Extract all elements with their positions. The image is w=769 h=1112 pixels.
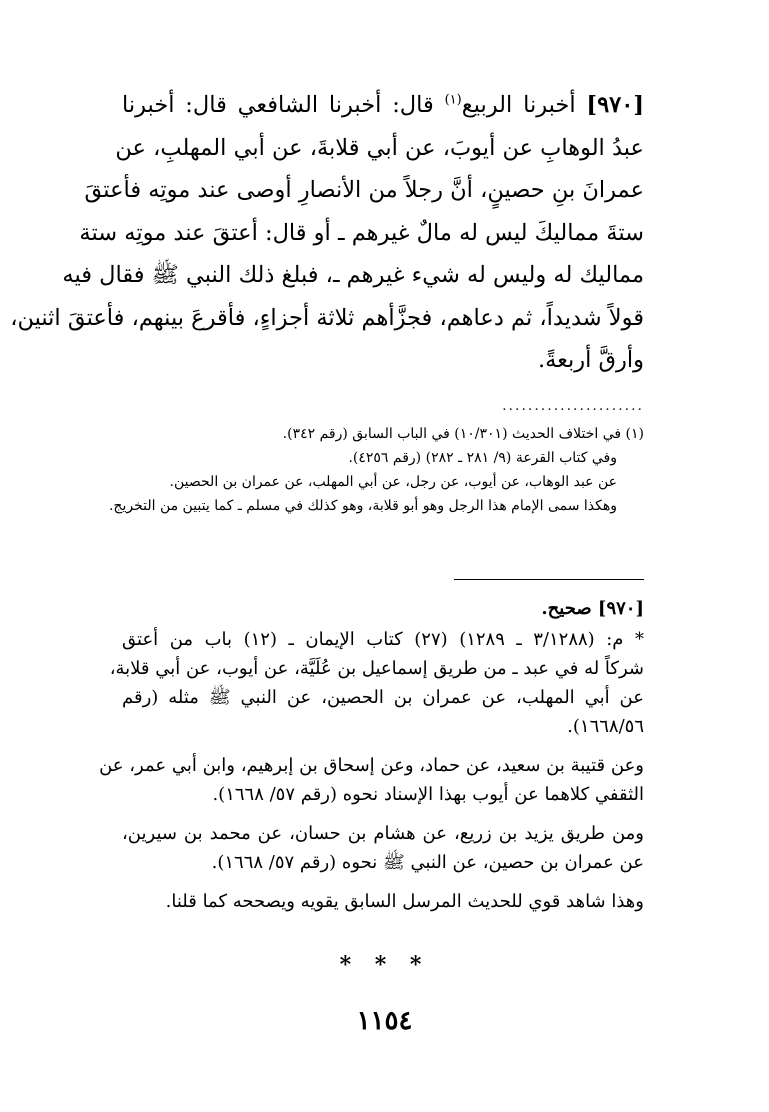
takhrij-heading (122, 594, 644, 623)
hadith-line-7: وأرقَّ أربعةً. (537, 347, 644, 373)
footnote-line-1: (١) في اختلاف الحديث (١٠/٣٠١) في الباب السابق (رقم ٣٤٢). (282, 426, 644, 442)
hadith-number: [٩٧٠] (586, 92, 644, 118)
hadith-line-1b: قال: أخبرنا الشافعي قال: أخبرنا (122, 92, 434, 118)
takhrij-p3-line-1: ومن طريق يزيد بن زريع، عن هشام بن حسان، عن محمد بن سيرين، (122, 823, 644, 844)
footnote-separator-dots: ...................... (502, 398, 644, 414)
takhrij-p1-line-1: * م: (٣/١٢٨٨ ـ ١٢٨٩) (٢٧) كتاب الإيمان ـ (١٢) باب من أعتق (122, 629, 644, 650)
footnote-line-4: وهكذا سمى الإمام هذا الرجل وهو أبو قلابة، وهو كذلك في مسلم ـ كما يتبين من التخريج. (108, 498, 617, 514)
hadith-line-6: قولاً شديداً، ثم دعاهم، فجزَّأهم ثلاثة أجزاءٍ، فأقرعَ بينهم، فأعتقَ اثنين، (10, 304, 644, 331)
takhrij-paragraph-4 (122, 887, 644, 916)
takhrij-grade: صحيح. (541, 598, 592, 619)
footnote-line-2: وفي كتاب القرعة (٩/ ٢٨١ ـ ٢٨٢) (رقم ٤٢٥٦). (348, 450, 617, 466)
hadith-line-5: مماليك له وليس له شيء غيرهم ـ، فبلغ ذلك النبي ﷺ فقال فيه (62, 262, 644, 288)
hadith-line-3: عمرانَ بنِ حصينٍ، أنَّ رجلاً من الأنصارِ أوصى عند موتِه فأعتقَ (84, 177, 644, 203)
hadith-line-1 (122, 84, 644, 127)
takhrij-p1-line-2: شركاً له في عبد ـ من طريق إسماعيل بن عُلَيَّة، عن أيوب، عن أبي قلابة، (109, 658, 644, 679)
takhrij-p2-line-1: وعن قتيبة بن سعيد، عن حماد، وعن إسحاق بن إبرهيم، وابن أبي عمر، عن (99, 755, 644, 776)
takhrij-paragraph-2 (99, 751, 644, 809)
takhrij-paragraph-3 (122, 819, 644, 877)
hadith-text (10, 84, 644, 382)
footnotes (108, 422, 644, 518)
takhrij-p1-line-4: ١٦٦٨/٥٦). (567, 716, 644, 737)
takhrij-number: [٩٧٠] (597, 598, 644, 619)
takhrij-paragraph-1 (109, 625, 644, 741)
takhrij-divider (454, 579, 644, 580)
takhrij-p4-line-1: وهذا شاهد قوي للحديث المرسل السابق يقويه ويصححه كما قلنا. (165, 891, 644, 912)
takhrij-p2-line-2: الثقفي كلاهما عن أيوب بهذا الإسناد نحوه (رقم ٥٧/ ١٦٦٨). (212, 784, 644, 805)
hadith-line-1a: أخبرنا الربيع (461, 92, 576, 118)
section-end-stars: * * * (339, 952, 430, 978)
takhrij-p1-line-3: عن أبي المهلب، عن عمران بن الحصين، عن النبي ﷺ مثله (رقم (122, 687, 644, 708)
hadith-line-4: ستةَ مماليكَ ليس له مالٌ غيرهم ـ أو قال: أعتقَ عند موتِه ستة (79, 219, 644, 246)
hadith-line-2: عبدُ الوهابِ عن أيوبَ، عن أبي قلابةَ، عن أبي المهلبِ، عن (115, 134, 644, 161)
footnote-reference: (١) (444, 92, 462, 108)
takhrij-section (99, 594, 644, 926)
page-number: ١١٥٤ (356, 1006, 413, 1036)
footnote-line-3: عن عبد الوهاب، عن أيوب، عن رجل، عن أبي المهلب، عن عمران بن الحصين. (169, 474, 617, 490)
takhrij-p3-line-2: عن عمران بن حصين، عن النبي ﷺ نحوه (رقم ٥٧/ ١٦٦٨). (211, 852, 644, 873)
